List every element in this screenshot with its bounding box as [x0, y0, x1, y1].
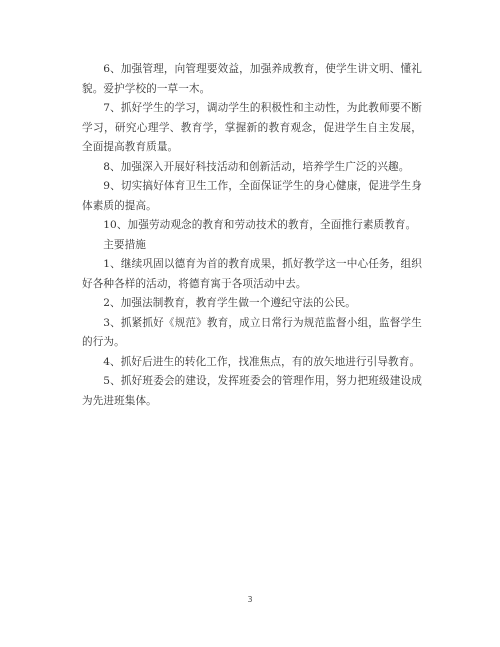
measures-heading: 主要措施: [103, 238, 146, 251]
page-number: 3: [247, 595, 253, 604]
goal-item-10: 10、加强劳动观念的教育和劳动技术的教育，全面推行素质教育。: [103, 219, 417, 231]
document-body: [82, 60, 422, 411]
goal-item-7: 7、抓好学生的学习，调动学生的积极性和主动性，为此教师要不断学习，研究心理学、教育学，掌握新的教育观念，促进学生自主发展，全面提高教育质量。: [82, 102, 422, 153]
goal-item-8: 8、加强深入开展好科技活动和创新活动，培养学生广泛的兴趣。: [103, 160, 410, 173]
goal-item-9: 9、切实搞好体育卫生工作，全面保证学生的身心健康，促进学生身体素质的提高。: [82, 180, 422, 212]
goal-item-6: 6、加强管理，向管理要效益，加强养成教育，使学生讲文明、懂礼貌。爱护学校的一草一木。: [82, 63, 422, 95]
measure-item-4: 4、抓好后进生的转化工作，找准焦点，有的放矢地进行引导教育。: [103, 355, 421, 368]
measure-item-5: 5、抓好班委会的建设，发挥班委会的管理作用，努力把班级建设成为先进班集体。: [82, 375, 422, 407]
measure-item-2: 2、加强法制教育，教育学生做一个遵纪守法的公民。: [103, 297, 356, 309]
measure-item-3: 3、抓紧抓好《规范》教育，成立日常行为规范监督小组，监督学生的行为。: [82, 316, 422, 348]
measure-item-1: 1、继续巩固以德育为首的教育成果，抓好教学这一中心任务，组织好各种各样的活动，将德育寓于各项活动中去。: [82, 258, 422, 290]
